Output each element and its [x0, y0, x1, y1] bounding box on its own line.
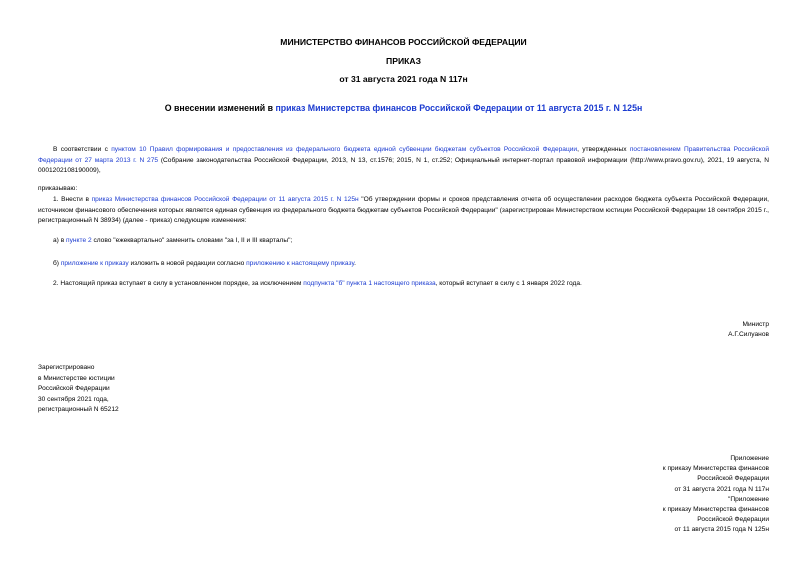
appendix-line: к приказу Министерства финансов	[662, 506, 769, 514]
this-order-appendix-link[interactable]: приложению к настоящему приказу	[246, 260, 355, 267]
ministry-title: МИНИСТЕРСТВО ФИНАНСОВ РОССИЙСКОЙ ФЕДЕРАЦИИ	[280, 37, 527, 47]
item-1-text-2: "Об утверждении формы и сроков представления отчета об осуществлении расходов бюджета субъекта Российской Федерации, источником финансового обеспечения которых является единая субвенция из федерального бюджета бюджетам субъектов Российской Федерации" (зарегистрирован Министерством юстиции Российской Федерации 18 сентября 2015 г., регистрационный N 38934) (далее - приказ) следующие изменения:	[38, 196, 769, 225]
registration-line: регистрационный N 65212	[38, 406, 119, 414]
document-date: от 31 августа 2021 года N 117н	[339, 74, 468, 84]
subject-order-link[interactable]: приказ Министерства финансов Российской Федерации от 11 августа 2015 г. N 125н	[275, 103, 643, 113]
preamble-paragraph	[38, 145, 769, 177]
appendix-block	[663, 454, 769, 536]
signature-block	[728, 320, 769, 341]
rules-point-10-link[interactable]: пунктом 10 Правил формирования и предоставления из федерального бюджета единой субвенции бюджетам субъектов Российской Федерации	[111, 146, 578, 153]
registration-line: в Министерстве юстиции	[38, 374, 115, 382]
government-resolution-link[interactable]: постановлением Правительства Российской Федерации от 27 марта 2013 г. N 275	[38, 146, 770, 164]
item-b-text-1: б)	[53, 260, 61, 267]
registration-line: Российской Федерации	[38, 385, 110, 393]
item-a-text-1: а) в	[53, 237, 67, 244]
appendix-line: Российской Федерации	[697, 475, 769, 483]
document-type: ПРИКАЗ	[386, 56, 421, 66]
appendix-line: Российской Федерации	[697, 516, 769, 524]
item-a-text-2: слово "ежеквартально" заменить словами "за I, II и III кварталы";	[91, 237, 293, 244]
order-word: приказываю:	[38, 185, 78, 192]
subpoint-b-link[interactable]: подпункта "б" пункта 1 настоящего приказа	[303, 280, 436, 287]
item-a-paragraph	[38, 236, 769, 247]
preamble-text-3: (Собрание законодательства Российской Федерации, 2013, N 13, ст.1576; 2015, N 1, ст.252; Официальный интернет-портал правовой информации (http://www.pravo.gov.ru), 2021, 19 августа, N 0001202108190009),	[38, 156, 769, 175]
order-125n-link[interactable]: приказ Министерства финансов Российской Федерации от 11 августа 2015 г. N 125н	[91, 196, 359, 203]
item-b-text-2: изложить в новой редакции согласно	[128, 260, 247, 267]
item-1-paragraph	[38, 195, 769, 227]
subject-prefix: О внесении изменений в	[164, 103, 276, 113]
appendix-line: от 11 августа 2015 года N 125н	[674, 526, 769, 534]
preamble-text-2: , утвержденных	[577, 146, 630, 153]
item-b-text-3: .	[354, 260, 356, 267]
registration-line: Зарегистрировано	[38, 364, 95, 371]
item-2-text-1: 2. Настоящий приказ вступает в силу в установленном порядке, за исключением	[53, 280, 304, 287]
signature-name: А.Г.Силуанов	[728, 331, 769, 339]
order-appendix-link[interactable]: приложение к приказу	[60, 260, 129, 267]
item-2-text-2: , который вступает в силу с 1 января 2022 года.	[435, 280, 582, 287]
appendix-line: Приложение	[730, 455, 769, 462]
point-2-link[interactable]: пункте 2	[66, 237, 92, 244]
appendix-line: "Приложение	[727, 495, 769, 503]
document-subject	[0, 103, 807, 114]
signature-position: Министр	[742, 321, 769, 328]
appendix-line: от 31 августа 2021 года N 117н	[674, 485, 769, 493]
registration-line: 30 сентября 2021 года,	[38, 395, 109, 403]
registration-block	[38, 363, 119, 416]
item-1-text-1: 1. Внести в	[53, 196, 92, 203]
item-b-paragraph	[38, 259, 769, 270]
item-2-paragraph	[38, 279, 769, 290]
preamble-text-1: В соответствии с	[53, 146, 112, 153]
appendix-line: к приказу Министерства финансов	[662, 465, 769, 473]
